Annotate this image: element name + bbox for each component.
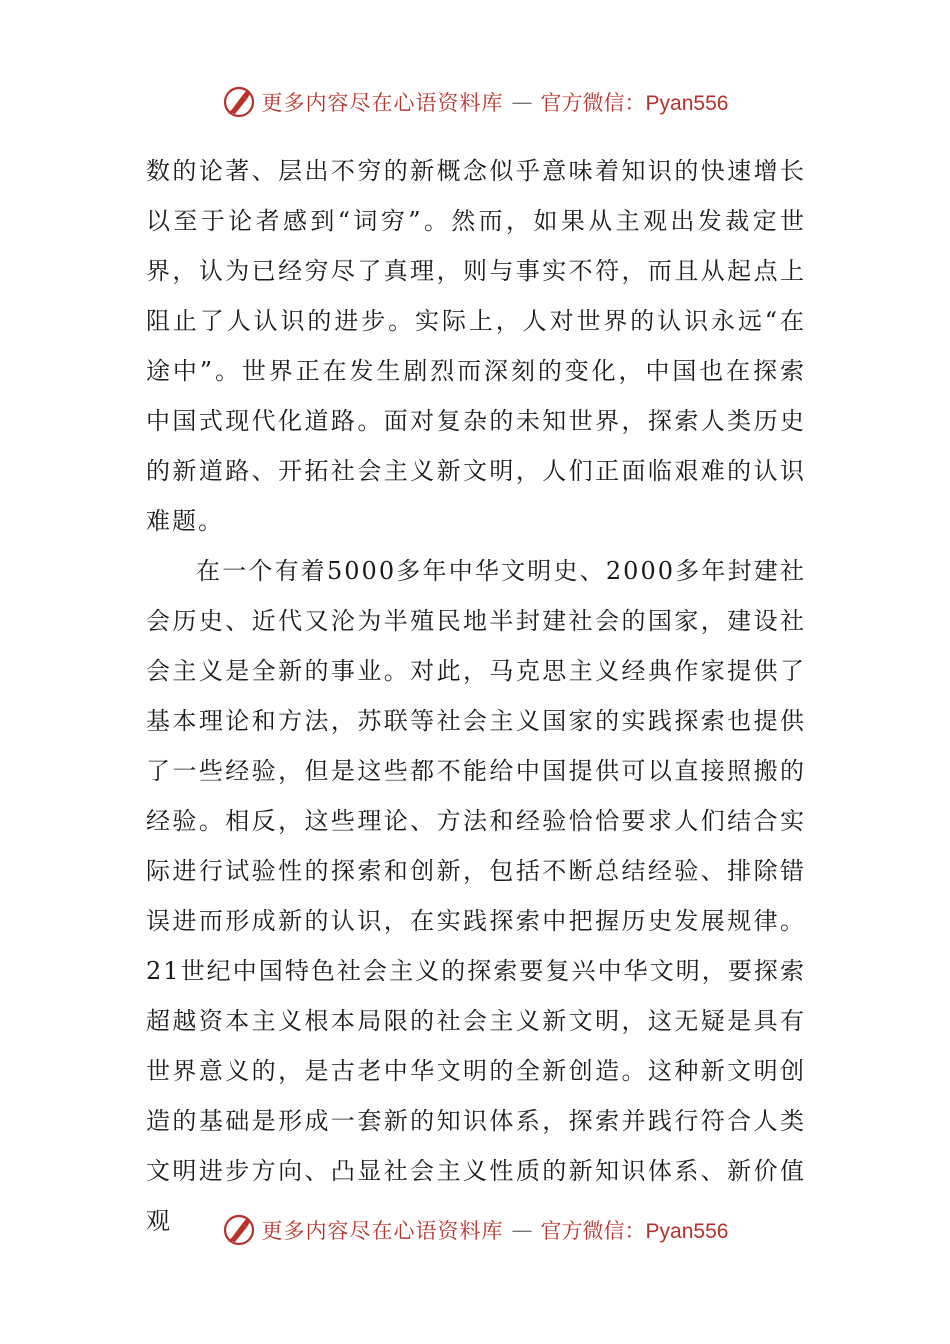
- footer-watermark: [0, 1210, 950, 1250]
- header-watermark: [0, 82, 950, 122]
- paragraph-1: 数的论著、层出不穷的新概念似乎意味着知识的快速增长以至于论者感到“词穷”。然而，如果从主观出发裁定世界，认为已经穷尽了真理，则与事实不符，而且从起点上阻止了人认识的进步。实际上，人对世界的认识永远“在途中”。世界正在发生剧烈而深刻的变化，中国也在探索中国式现代化道路。面对复杂的未知世界，探索人类历史的新道路、开拓社会主义新文明，人们正面临艰难的认识难题。: [146, 157, 806, 535]
- watermark-account: 官方微信：Pyan556: [540, 1220, 729, 1243]
- paragraph-2: 在一个有着5000多年中华文明史、2000多年封建社会历史、近代又沦为半殖民地半封建社会的国家，建设社会主义是全新的事业。对此，马克思主义经典作家提供了基本理论和方法，苏联等社会主义国家的实践探索也提供了一些经验，但是这些都不能给中国提供可以直接照搬的经验。相反，这些理论、方法和经验恰恰要求人们结合实际进行试验性的探索和创新，包括不断总结经验、排除错误进而形成新的认识，在实践探索中把握历史发展规律。21世纪中国特色社会主义的探索要复兴中华文明，要探索超越资本主义根本局限的社会主义新文明，这无疑是具有世界意义的，是古老中华文明的全新创造。这种新文明创造的基础是形成一套新的知识体系，探索并践行符合人类文明进步方向、凸显社会主义性质的新知识体系、新价值观: [146, 557, 806, 1235]
- watermark-text: 更多内容尽在心语资料库: [261, 91, 504, 115]
- watermark-account: 官方微信：Pyan556: [540, 92, 729, 115]
- watermark-text: 更多内容尽在心语资料库: [261, 1219, 504, 1243]
- document-body: [146, 146, 806, 1246]
- pen-nib-logo-icon: [222, 85, 256, 119]
- watermark-separator: —: [511, 90, 533, 114]
- pen-nib-logo-icon: [222, 1213, 256, 1247]
- watermark-separator: —: [511, 1218, 533, 1242]
